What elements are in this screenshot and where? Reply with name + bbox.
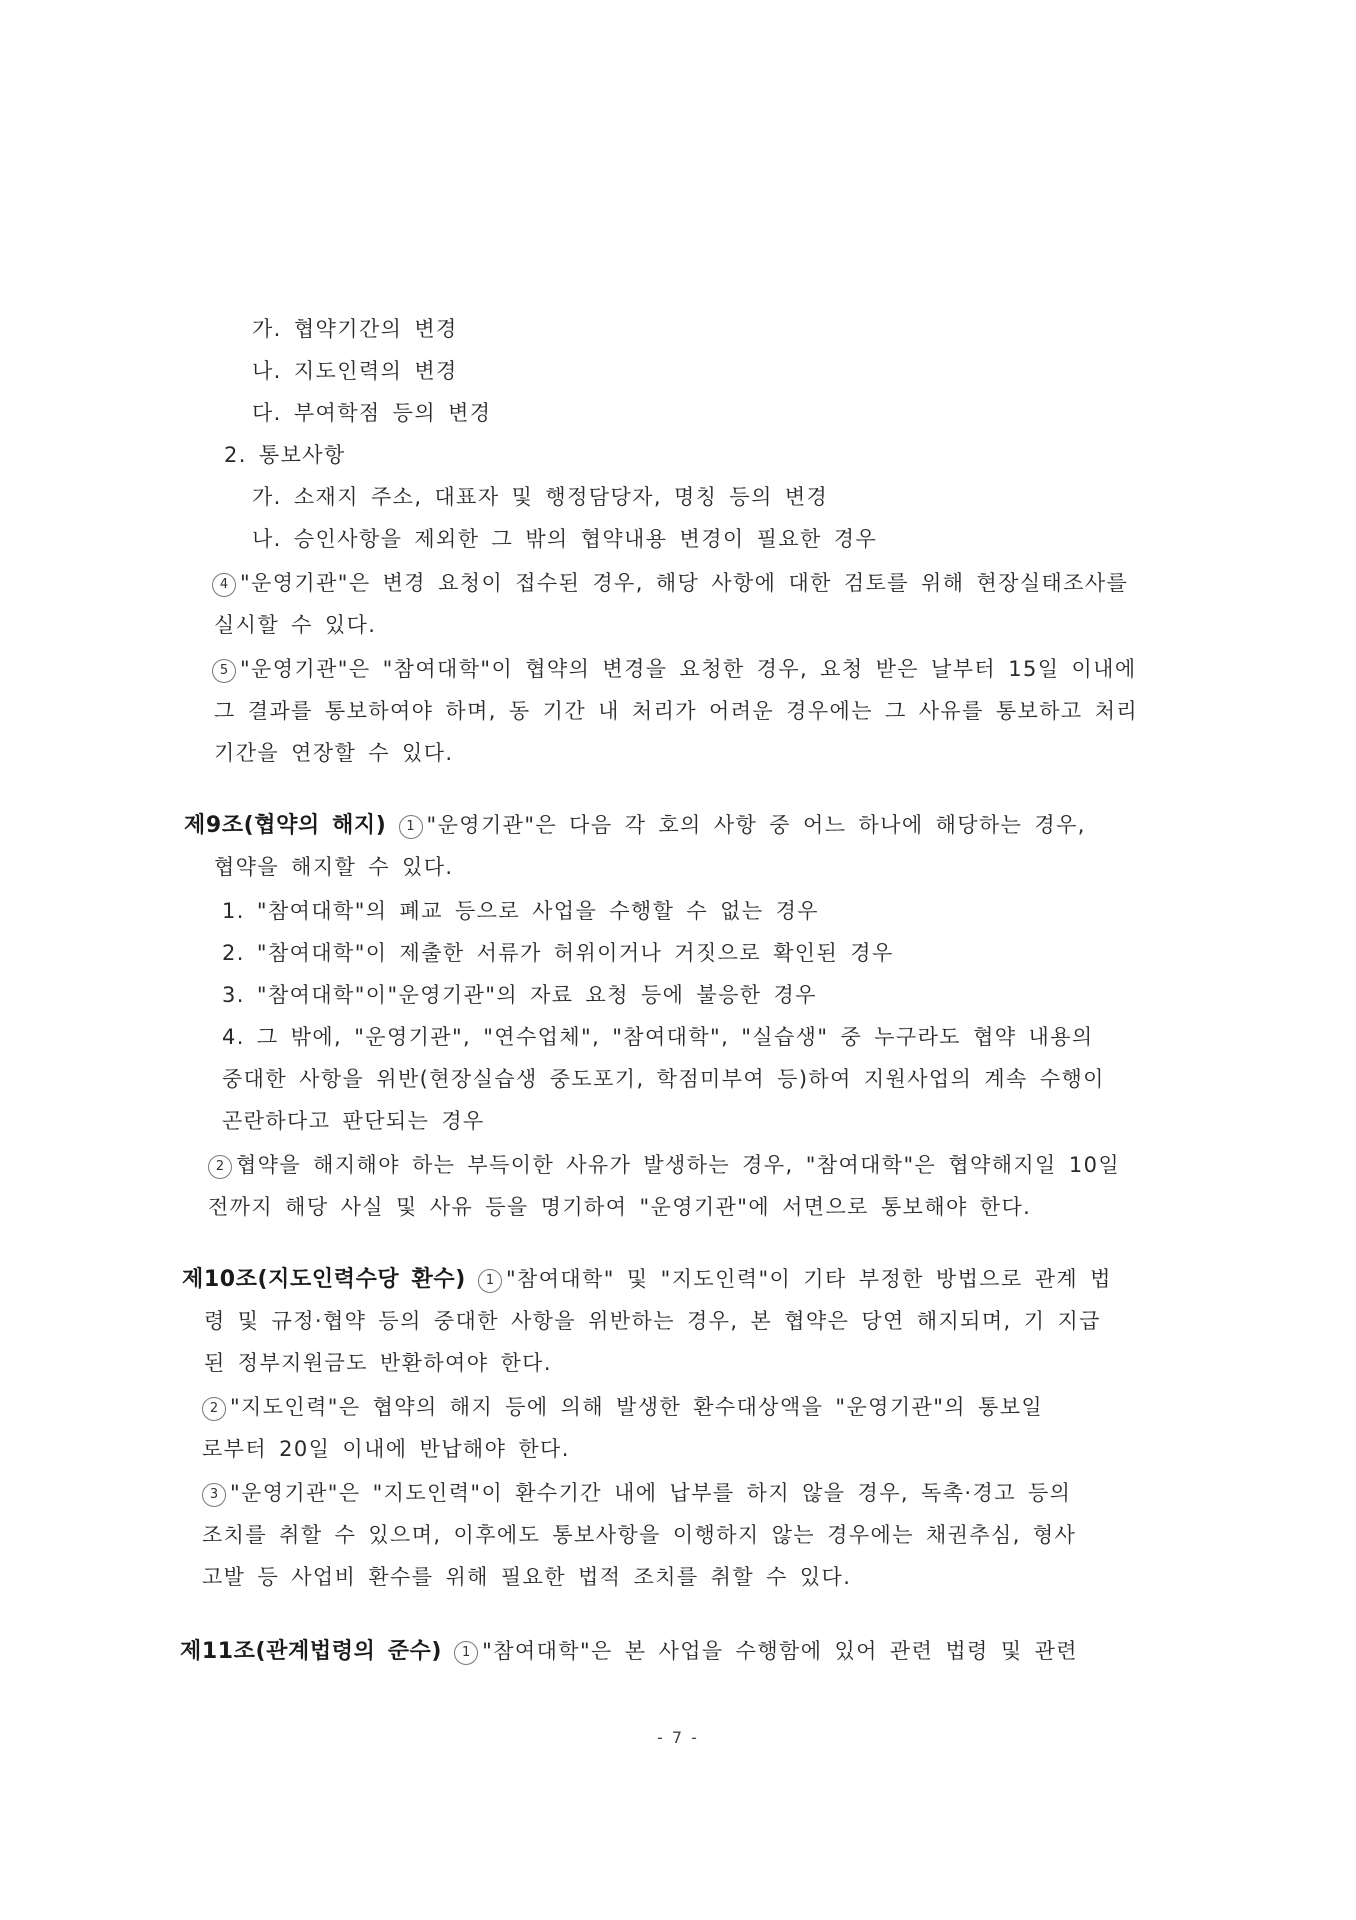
approval-item-ga: 가. 협약기간의 변경 [252, 317, 458, 341]
art8-paragraph-5-cont2: 기간을 연장할 수 있다. [214, 741, 454, 765]
art8-paragraph-4-cont: 실시할 수 있다. [214, 613, 377, 637]
paragraph-text: "운영기관"은 변경 요청이 접수된 경우, 해당 사항에 대한 검토를 위해 현장실태조사를 [240, 571, 1129, 595]
art9-item-3: 3. "참여대학"이"운영기관"의 자료 요청 등에 불응한 경우 [222, 983, 817, 1007]
paragraph-number: 2 [208, 1155, 232, 1179]
art8-paragraph-5 [212, 654, 1137, 684]
art10-paragraph-3-cont1: 조치를 취할 수 있으며, 이후에도 통보사항을 이행하지 않는 경우에는 채권추심, 형사 [202, 1523, 1077, 1547]
art9-item-4-cont2: 곤란하다고 판단되는 경우 [222, 1109, 485, 1133]
art9-paragraph-2 [208, 1150, 1120, 1180]
art10-paragraph-2-cont: 로부터 20일 이내에 반납해야 한다. [202, 1437, 570, 1461]
article-10-cont1: 령 및 규정·협약 등의 중대한 사항을 위반하는 경우, 본 협약은 당연 해지되며, 기 지급 [204, 1309, 1101, 1333]
page-number: - 7 - [657, 1728, 699, 1747]
article-10-cont2: 된 정부지원금도 반환하여야 한다. [204, 1351, 552, 1375]
art9-paragraph-2-cont: 전까지 해당 사실 및 사유 등을 명기하여 "운영기관"에 서면으로 통보해야 한다. [208, 1195, 1032, 1219]
art10-paragraph-3 [202, 1478, 1071, 1508]
art8-paragraph-5-cont1: 그 결과를 통보하여야 하며, 동 기간 내 처리가 어려운 경우에는 그 사유를 통보하고 처리 [214, 699, 1139, 723]
article-heading: 제9조(협약의 해지) [184, 813, 387, 838]
paragraph-number: 3 [202, 1483, 226, 1507]
paragraph-text: "운영기관"은 "참여대학"이 협약의 변경을 요청한 경우, 요청 받은 날부터 15일 이내에 [240, 657, 1137, 681]
art9-item-4-cont1: 중대한 사항을 위반(현장실습생 중도포기, 학점미부여 등)하여 지원사업의 계속 수행이 [222, 1067, 1105, 1091]
article-heading: 제10조(지도인력수당 환수) [182, 1267, 466, 1292]
paragraph-text: "참여대학"은 본 사업을 수행함에 있어 관련 법령 및 관련 [482, 1639, 1078, 1663]
art8-paragraph-4 [212, 568, 1128, 598]
paragraph-text: "운영기관"은 "지도인력"이 환수기간 내에 납부를 하지 않을 경우, 독촉·경고 등의 [230, 1481, 1072, 1505]
paragraph-number: 1 [454, 1641, 478, 1665]
paragraph-text: "지도인력"은 협약의 해지 등에 의해 발생한 환수대상액을 "운영기관"의 통보일 [230, 1395, 1044, 1419]
art10-paragraph-2 [202, 1392, 1043, 1422]
article-9-cont: 협약을 해지할 수 있다. [214, 855, 454, 879]
paragraph-number: 2 [202, 1397, 226, 1421]
approval-item-na: 나. 지도인력의 변경 [252, 359, 458, 383]
paragraph-number: 1 [478, 1269, 502, 1293]
art10-paragraph-3-cont2: 고발 등 사업비 환수를 위해 필요한 법적 조치를 취할 수 있다. [202, 1565, 852, 1589]
paragraph-text: "참여대학" 및 "지도인력"이 기타 부정한 방법으로 관계 법 [505, 1267, 1112, 1291]
paragraph-number: 5 [212, 659, 236, 683]
article-11 [180, 1636, 1078, 1667]
paragraph-number: 4 [212, 573, 236, 597]
paragraph-text: 협약을 해지해야 하는 부득이한 사유가 발생하는 경우, "참여대학"은 협약해지일 10일 [236, 1153, 1121, 1177]
article-9 [184, 810, 1086, 841]
article-heading: 제11조(관계법령의 준수) [180, 1639, 443, 1664]
art9-item-2: 2. "참여대학"이 제출한 서류가 허위이거나 거짓으로 확인된 경우 [222, 941, 894, 965]
notice-item-na: 나. 승인사항을 제외한 그 밖의 협약내용 변경이 필요한 경우 [252, 527, 878, 551]
notice-item-ga: 가. 소재지 주소, 대표자 및 행정담당자, 명칭 등의 변경 [252, 485, 829, 509]
notice-heading: 2. 통보사항 [224, 443, 346, 467]
art9-item-1: 1. "참여대학"의 폐교 등으로 사업을 수행할 수 없는 경우 [222, 899, 819, 923]
paragraph-number: 1 [399, 815, 423, 839]
approval-item-da: 다. 부여학점 등의 변경 [252, 401, 492, 425]
article-10 [182, 1264, 1112, 1295]
art9-item-4: 4. 그 밖에, "운영기관", "연수업체", "참여대학", "실습생" 중 누구라도 협약 내용의 [222, 1025, 1094, 1049]
paragraph-text: "운영기관"은 다음 각 호의 사항 중 어느 하나에 해당하는 경우, [426, 813, 1086, 837]
